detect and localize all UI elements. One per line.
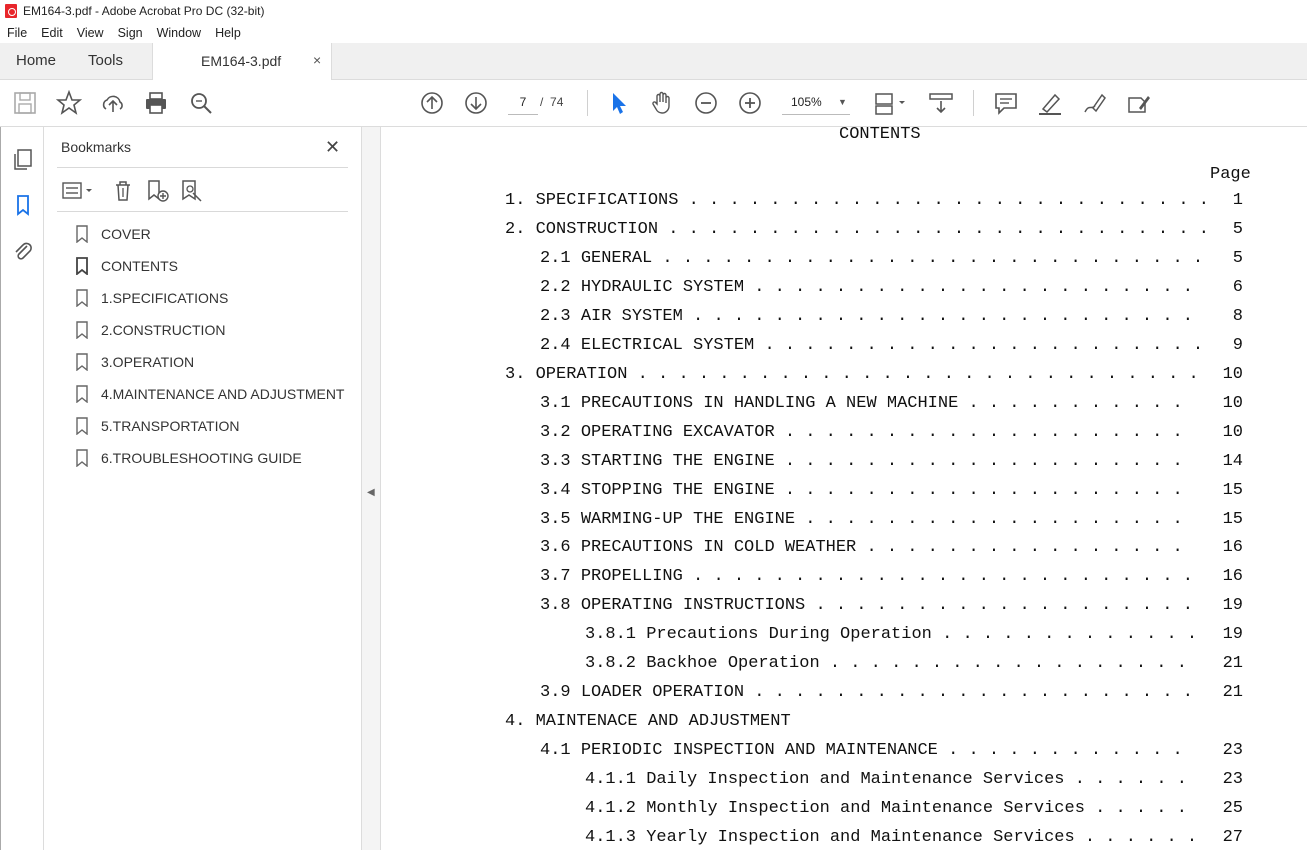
toc-leader-dots: . . . . . . . . . . . . . . . . . . . . . . . . . . .: [652, 249, 1204, 268]
bookmark-options-icon[interactable]: [61, 179, 97, 203]
zoom-out-icon[interactable]: [693, 90, 719, 116]
bookmark-item[interactable]: [75, 318, 225, 342]
bookmark-item[interactable]: [75, 446, 302, 470]
previous-page-icon[interactable]: [419, 90, 445, 116]
toc-entry-title: OPERATION: [535, 365, 628, 384]
menu-sign[interactable]: Sign: [117, 25, 143, 40]
bookmark-item[interactable]: [75, 350, 194, 374]
toc-leader-dots: . . . . . . . . . . . . . . . . . . . . . .: [754, 336, 1204, 355]
toc-entry-page: 19: [1222, 625, 1243, 644]
toc-entry-number: 4.1.2: [585, 799, 647, 818]
toc-entry-number: 2.3: [540, 307, 581, 326]
toc-entry-page: 5: [1232, 249, 1243, 268]
toc-entry-page: 23: [1222, 770, 1243, 789]
toc-entry-number: 2.4: [540, 336, 581, 355]
page-thumbnails-icon[interactable]: [11, 147, 35, 171]
divider: [57, 167, 348, 168]
toc-leader-dots: . . . . . . . . . . .: [958, 394, 1193, 413]
toc-leader-dots: . . . . . . . . . . . . . . . . . . . . . . . . .: [682, 307, 1204, 326]
toc-entry-title: Precautions During Operation: [646, 625, 932, 644]
toc-entry-page: 19: [1222, 596, 1243, 615]
collapse-panel-icon[interactable]: ◀: [367, 487, 375, 498]
window-title: EM164-3.pdf - Adobe Acrobat Pro DC (32-bit): [23, 4, 265, 18]
toc-entry-title: STOPPING THE ENGINE: [580, 481, 775, 500]
divider: [57, 211, 348, 212]
toc-entry[interactable]: [540, 741, 1243, 760]
zoom-search-icon[interactable]: [188, 90, 214, 116]
zoom-in-icon[interactable]: [737, 90, 763, 116]
toc-entry-title: SPECIFICATIONS: [535, 191, 679, 210]
toc-entry-page: 16: [1222, 567, 1243, 586]
toc-entry[interactable]: [505, 191, 1243, 210]
toc-entry-title: Daily Inspection and Maintenance Services: [646, 770, 1065, 789]
page-total: 74: [550, 95, 564, 109]
tab-home[interactable]: Home: [16, 52, 57, 69]
page-separator: /: [540, 95, 544, 109]
toc-leader-dots: . . . . . . . . . . . . . . . . . . . . . . . . .: [682, 567, 1193, 586]
star-bookmark-icon[interactable]: [56, 90, 82, 116]
draw-freehand-icon[interactable]: [1081, 90, 1107, 116]
toc-entry-title: LOADER OPERATION: [580, 683, 745, 702]
toolbar-divider: [587, 90, 588, 116]
upload-cloud-icon[interactable]: [100, 90, 126, 116]
toc-entry-page: 8: [1232, 307, 1243, 326]
toc-entry-number: 3.8.1: [585, 625, 647, 644]
toc-leader-dots: . . . . . . . . . . . . . . . . . . . . . . . . . .: [678, 191, 1209, 210]
bookmark-label: 2.CONSTRUCTION: [101, 322, 226, 338]
toc-leader-dots: . . . . . . . . . . . . . . . . . .: [819, 654, 1198, 673]
acrobat-app-icon: [5, 4, 17, 18]
toc-leader-dots: . . . . . . . . . . . . . . . . . . . .: [774, 452, 1193, 471]
bookmark-item[interactable]: [75, 382, 344, 406]
zoom-level-dropdown[interactable]: [782, 90, 850, 115]
toc-entry[interactable]: [505, 220, 1243, 239]
menu-edit[interactable]: Edit: [41, 25, 63, 40]
toc-entry[interactable]: [540, 278, 1243, 297]
toc-entry[interactable]: [540, 249, 1243, 268]
toc-entry-page: 14: [1222, 452, 1243, 471]
toc-entry-number: 3.9: [540, 683, 581, 702]
delete-bookmark-icon[interactable]: [111, 179, 135, 203]
attachments-paperclip-icon[interactable]: [11, 239, 35, 263]
toc-entry-number: 3.3: [540, 452, 581, 471]
toc-entry[interactable]: [585, 625, 1243, 644]
toc-entry[interactable]: [540, 452, 1243, 471]
bookmark-icon: [75, 257, 89, 275]
toc-entry[interactable]: [505, 365, 1243, 384]
toc-entry-page: 21: [1222, 654, 1243, 673]
bookmark-item[interactable]: [75, 414, 239, 438]
next-page-icon[interactable]: [463, 90, 489, 116]
bookmark-icon: [75, 417, 89, 435]
toc-entry[interactable]: [540, 596, 1243, 615]
menu-help[interactable]: Help: [215, 25, 241, 40]
tab-bar: [0, 43, 1307, 80]
toc-leader-dots: . . . . . . . . . . . . . . . . . . . . . . . . . . .: [658, 220, 1209, 239]
toc-entry-number: 1.: [505, 191, 536, 210]
bookmark-item[interactable]: [75, 286, 228, 310]
menu-window[interactable]: Window: [156, 25, 202, 40]
toc-leader-dots: . . . . . . . . . . . . . . . . . . . . . .: [744, 278, 1204, 297]
bookmark-label: 3.OPERATION: [101, 354, 195, 370]
toolbar-divider: [973, 90, 974, 116]
bookmark-icon: [75, 449, 89, 467]
toc-entry-title: WARMING-UP THE ENGINE: [580, 510, 796, 529]
bookmark-label: COVER: [101, 226, 151, 242]
comment-icon[interactable]: [993, 90, 1019, 116]
close-tab-icon[interactable]: ×: [313, 52, 322, 68]
select-cursor-icon[interactable]: [606, 90, 632, 116]
close-panel-icon[interactable]: ✕: [325, 137, 341, 157]
toc-entry-number: 3.: [505, 365, 536, 384]
toc-entry[interactable]: [540, 683, 1243, 702]
toc-entry-number: 2.2: [540, 278, 581, 297]
toc-entry-number: 4.: [505, 712, 536, 731]
scrolling-mode-icon[interactable]: [928, 90, 954, 116]
toc-entry[interactable]: [540, 510, 1243, 529]
toc-leader-dots: . . . . . .: [1064, 770, 1198, 789]
toc-entry-page: 15: [1222, 481, 1243, 500]
toc-entry-page: 27: [1222, 828, 1243, 847]
bookmarks-panel-title: Bookmarks: [61, 139, 132, 155]
toc-entry-number: 3.1: [540, 394, 581, 413]
toc-leader-dots: . . . . .: [1084, 799, 1198, 818]
panel-splitter[interactable]: [362, 127, 380, 850]
print-icon[interactable]: [143, 90, 169, 116]
toc-entry-title: GENERAL: [580, 249, 653, 268]
tab-document[interactable]: [152, 43, 332, 80]
bookmark-icon: [75, 321, 89, 339]
navigation-rail: [0, 127, 44, 850]
new-bookmark-icon[interactable]: [145, 179, 169, 203]
document-tab-label: EM164-3.pdf: [201, 53, 282, 69]
toc-entry-title: ELECTRICAL SYSTEM: [580, 336, 755, 355]
toc-entry-page: 25: [1222, 799, 1243, 818]
page-number-input[interactable]: 7: [508, 90, 538, 115]
menu-file[interactable]: File: [7, 25, 28, 40]
toc-entry-number: 4.1.3: [585, 828, 647, 847]
fill-sign-icon[interactable]: [1125, 90, 1151, 116]
bookmark-label: 5.TRANSPORTATION: [101, 418, 240, 434]
toc-entry-number: 3.5: [540, 510, 581, 529]
toc-leader-dots: . . . . . . . . . . . . . . . .: [856, 538, 1193, 557]
toc-entry-title: MAINTENACE AND ADJUSTMENT: [535, 712, 791, 731]
bookmarks-panel: [45, 127, 362, 850]
toc-entry[interactable]: [505, 712, 1243, 731]
document-heading: CONTENTS: [839, 127, 921, 144]
toc-entry[interactable]: [585, 770, 1243, 789]
chevron-down-icon: ▼: [838, 97, 847, 107]
toc-entry-page: 5: [1232, 220, 1243, 239]
toc-entry-page: 10: [1222, 423, 1243, 442]
bookmark-icon: [75, 353, 89, 371]
toc-entry[interactable]: [585, 828, 1243, 847]
toc-entry-page: 21: [1222, 683, 1243, 702]
toc-entry[interactable]: [540, 394, 1243, 413]
menu-bar: [0, 22, 1307, 43]
toc-leader-dots: . . . . . . . . . . . . . . . . . . . .: [774, 481, 1193, 500]
toc-leader-dots: . . . . . . . . . . . .: [937, 741, 1193, 760]
find-bookmark-icon[interactable]: [179, 179, 203, 203]
bookmark-label: 1.SPECIFICATIONS: [101, 290, 229, 306]
page-count: [540, 90, 563, 114]
bookmark-label: 6.TROUBLESHOOTING GUIDE: [101, 450, 302, 466]
bookmark-label: 4.MAINTENANCE AND ADJUSTMENT: [101, 386, 345, 402]
toc-leader-dots: . . . . . . . . . . . . . . . . . . .: [795, 510, 1193, 529]
toc-entry-number: 3.7: [540, 567, 581, 586]
bookmark-icon: [75, 225, 89, 243]
hand-tool-icon[interactable]: [649, 90, 675, 116]
toc-entry-number: 3.4: [540, 481, 581, 500]
toc-entry-number: 3.8.2: [585, 654, 647, 673]
bookmark-item[interactable]: [75, 254, 178, 278]
toc-entry-title: Backhoe Operation: [646, 654, 820, 673]
toc-entry-title: PROPELLING: [580, 567, 683, 586]
toc-entry-title: PRECAUTIONS IN COLD WEATHER: [580, 538, 857, 557]
bookmark-label: CONTENTS: [101, 258, 178, 274]
toc-entry[interactable]: [540, 481, 1243, 500]
toc-entry[interactable]: [540, 307, 1243, 326]
toc-entry-number: 3.2: [540, 423, 581, 442]
toc-entry-title: OPERATING INSTRUCTIONS: [580, 596, 806, 615]
toc-leader-dots: . . . . . . . . . . . . . . . . . . .: [805, 596, 1193, 615]
bookmarks-panel-icon[interactable]: [11, 193, 35, 217]
toc-entry-title: OPERATING EXCAVATOR: [580, 423, 775, 442]
toc-entry-title: PRECAUTIONS IN HANDLING A NEW MACHINE: [580, 394, 959, 413]
toc-leader-dots: . . . . . .: [1074, 828, 1198, 847]
toc-entry-title: STARTING THE ENGINE: [580, 452, 775, 471]
bookmark-item[interactable]: [75, 222, 151, 246]
toc-entry-page: 6: [1232, 278, 1243, 297]
toc-entry-page: 1: [1232, 191, 1243, 210]
highlight-pen-icon[interactable]: [1037, 90, 1063, 116]
title-bar: [0, 0, 1307, 22]
toc-leader-dots: . . . . . . . . . . . . .: [931, 625, 1198, 644]
toc-entry[interactable]: [585, 654, 1243, 673]
toc-entry-number: 4.1: [540, 741, 581, 760]
menu-view[interactable]: View: [76, 25, 104, 40]
toc-entry-page: 9: [1232, 336, 1243, 355]
toc-entry-title: AIR SYSTEM: [580, 307, 683, 326]
toc-entry-title: HYDRAULIC SYSTEM: [580, 278, 745, 297]
toc-entry[interactable]: [540, 567, 1243, 586]
toc-leader-dots: . . . . . . . . . . . . . . . . . . . .: [774, 423, 1193, 442]
bookmark-icon: [75, 289, 89, 307]
toc-entry-page: 10: [1222, 394, 1243, 413]
toc-leader-dots: . . . . . . . . . . . . . . . . . . . . . . . . . . . .: [627, 365, 1199, 384]
toc-entry-title: Yearly Inspection and Maintenance Services: [646, 828, 1075, 847]
toc-entry-title: PERIODIC INSPECTION AND MAINTENANCE: [580, 741, 938, 760]
zoom-level-value: 105%: [791, 95, 822, 109]
toc-entry-number: 2.: [505, 220, 536, 239]
document-view[interactable]: [380, 127, 1307, 850]
toc-entry[interactable]: [540, 336, 1243, 355]
tab-tools[interactable]: Tools: [88, 52, 124, 69]
toc-entry-page: 15: [1222, 510, 1243, 529]
toc-entry-page: 10: [1222, 365, 1243, 384]
toc-entry[interactable]: [540, 538, 1243, 557]
toc-entry[interactable]: [585, 799, 1243, 818]
toc-entry-number: 2.1: [540, 249, 581, 268]
page-display-icon[interactable]: [874, 90, 908, 116]
page-column-header: Page: [1210, 165, 1251, 184]
toc-entry-number: 4.1.1: [585, 770, 647, 789]
toc-entry-number: 3.6: [540, 538, 581, 557]
toc-leader-dots: . . . . . . . . . . . . . . . . . . . . . .: [744, 683, 1193, 702]
toc-entry-page: 16: [1222, 538, 1243, 557]
toc-entry-page: 23: [1222, 741, 1243, 760]
toc-entry-number: 3.8: [540, 596, 581, 615]
toc-entry-title: Monthly Inspection and Maintenance Services: [646, 799, 1085, 818]
toc-entry-title: CONSTRUCTION: [535, 220, 659, 239]
toc-entry[interactable]: [540, 423, 1243, 442]
save-icon[interactable]: [12, 90, 38, 116]
bookmark-icon: [75, 385, 89, 403]
